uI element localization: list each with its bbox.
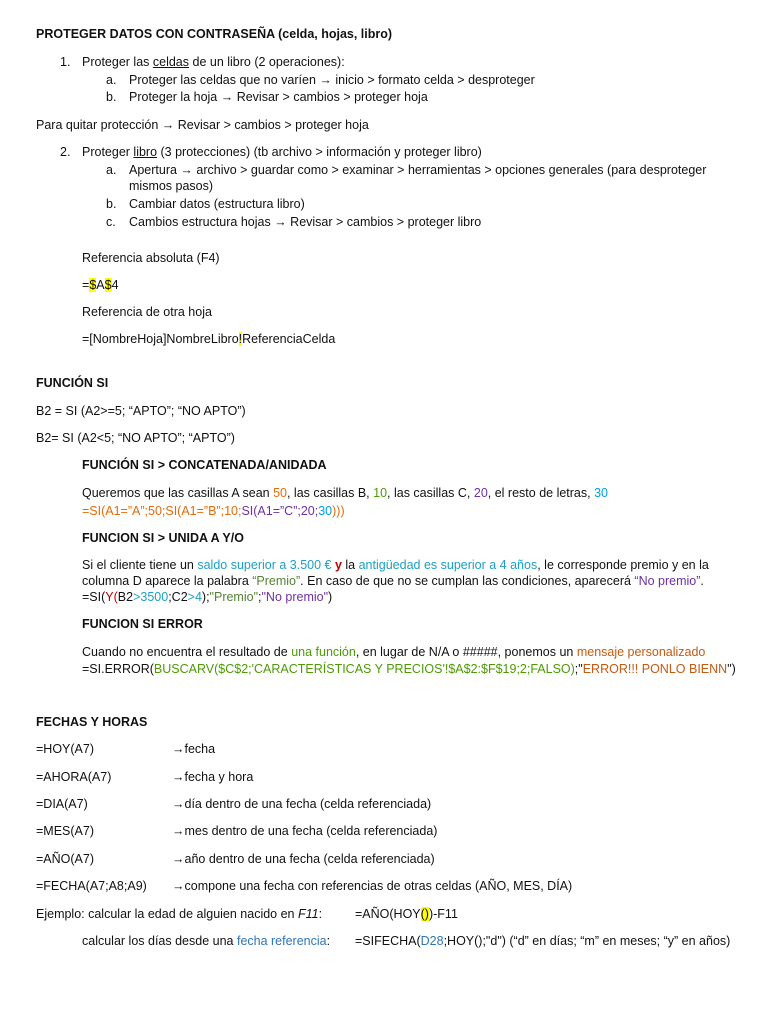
colored-text: 30: [594, 486, 608, 500]
text-span: , las casillas C,: [387, 486, 474, 500]
formula-y-o: [82, 589, 332, 605]
formula-concatenada: [82, 503, 345, 519]
paragraph-y-o-line2: [82, 573, 704, 589]
underlined-text: libro: [133, 145, 158, 159]
text-span: , las casillas B,: [286, 486, 374, 500]
list-letter: a.: [106, 73, 117, 87]
text-span: =SI(: [82, 590, 106, 604]
colored-text: "Premio": [209, 590, 259, 604]
colored-text: mensaje personalizado: [576, 645, 706, 659]
text-span: Proteger: [82, 145, 134, 159]
highlighted-text: $: [104, 278, 112, 292]
date-function-desc: →día dentro de una fecha (celda referenciada): [172, 797, 432, 811]
list-letter: b.: [106, 90, 117, 104]
date-function-desc: →fecha y hora: [172, 770, 254, 784]
formula-si-error: [82, 661, 736, 677]
colored-text: BUSCARV($C$2;'CARACTERÍSTICAS Y PRECIOS'!$A$2:$F$19;2;FALSO): [153, 662, 575, 676]
list-subitem: Cambiar datos (estructura libro): [129, 197, 305, 211]
text-span: , el resto de letras,: [487, 486, 595, 500]
date-function-desc: →compone una fecha con referencias de otras celdas (AÑO, MES, DÍA): [172, 879, 573, 893]
colored-text: y: [331, 558, 342, 572]
text-span: =: [82, 278, 90, 292]
formula-edad: [355, 906, 458, 922]
text-span: ;: [258, 590, 262, 604]
text-span: la: [341, 558, 359, 572]
text-span: ;C2: [168, 590, 188, 604]
date-function-name: =FECHA(A7;A8;A9): [36, 879, 147, 893]
text-span: 4: [111, 278, 119, 292]
list-number: 1.: [60, 55, 71, 69]
formula-referencia-absoluta: [82, 277, 119, 293]
text-span: :: [326, 934, 331, 948]
colored-text: SI(A1=”C”;20;: [241, 504, 319, 518]
text-span: columna D aparece la palabra: [82, 574, 253, 588]
list-subitem: Proteger las celdas que no varíen → inicio > formato celda > desproteger: [129, 73, 535, 87]
colored-text: “No premio”: [634, 574, 701, 588]
text-span: "): [727, 662, 736, 676]
section-title-proteger: PROTEGER DATOS CON CONTRASEÑA (celda, hojas, libro): [36, 27, 393, 41]
text-span: ReferenciaCelda: [242, 332, 336, 346]
text-span: A: [96, 278, 105, 292]
formula-referencia-otra-hoja: [82, 331, 335, 347]
list-number: 2.: [60, 145, 71, 159]
paragraph-y-o-line1: [82, 557, 709, 573]
colored-text: =SI(A1=”A”;50;SI(A1=”B”;10;: [82, 504, 242, 518]
text-span: :: [318, 907, 323, 921]
list-item-proteger-libro: [82, 144, 482, 160]
text-span: Cuando no encuentra el resultado de: [82, 645, 292, 659]
text-span: de un libro (2 operaciones):: [189, 55, 345, 69]
example-si-2: B2= SI (A2<5; “NO APTO”; “APTO”): [36, 431, 235, 445]
text-span: Proteger las: [82, 55, 153, 69]
colored-text: “Premio”: [252, 574, 301, 588]
colored-text: 50: [273, 486, 287, 500]
colored-text: saldo superior a 3.500 €: [197, 558, 332, 572]
subsection-title-concatenada: FUNCIÓN SI > CONCATENADA/ANIDADA: [82, 458, 327, 472]
text-span: =AÑO(HOY: [355, 907, 421, 921]
text-span: =SI.ERROR(: [82, 662, 154, 676]
text-span: ): [328, 590, 333, 604]
text-span: .: [700, 574, 704, 588]
colored-text: 30: [318, 504, 333, 518]
text-span: Si el cliente tiene un: [82, 558, 198, 572]
date-function-name: =AÑO(A7): [36, 852, 95, 866]
list-letter: b.: [106, 197, 117, 211]
date-function-desc: →fecha: [172, 742, 216, 756]
paragraph-quitar-proteccion: Para quitar protección → Revisar > cambios > proteger hoja: [36, 118, 369, 132]
text-span: );: [201, 590, 210, 604]
date-function-name: =DIA(A7): [36, 797, 88, 811]
colored-text: "No premio": [261, 590, 329, 604]
section-title-funcion-si: FUNCIÓN SI: [36, 376, 109, 390]
list-letter: a.: [106, 163, 117, 177]
italic-text: F11: [297, 907, 319, 921]
text-span: )-F11: [428, 907, 458, 921]
date-function-name: =HOY(A7): [36, 742, 95, 756]
highlighted-text: !: [238, 332, 243, 346]
text-span: Ejemplo: calcular la edad de alguien nacido en: [36, 907, 298, 921]
date-function-desc: →mes dentro de una fecha (celda referenciada): [172, 824, 438, 838]
paragraph-concatenada: [82, 485, 608, 501]
text-span: (3 protecciones) (tb archivo > información y proteger libro): [157, 145, 482, 159]
example-dias: [82, 933, 330, 949]
list-item-proteger-celdas: [82, 54, 345, 70]
text-span: , le corresponde premio y en la: [537, 558, 709, 572]
example-edad: [36, 906, 322, 922]
paragraph-si-error: [82, 644, 705, 660]
colored-text: antigüedad es superior a 4 años: [358, 558, 538, 572]
example-si-1: B2 = SI (A2>=5; “APTO”; “NO APTO”): [36, 404, 246, 418]
subsection-title-si-error: FUNCION SI ERROR: [82, 617, 203, 631]
text-span: =SIFECHA(: [355, 934, 421, 948]
underlined-text: celdas: [152, 55, 190, 69]
text-span: calcular los días desde una: [82, 934, 237, 948]
label-referencia-absoluta: Referencia absoluta (F4): [82, 251, 220, 265]
text-span: . En caso de que no se cumplan las condiciones, aparecerá: [300, 574, 635, 588]
list-subitem: Proteger la hoja → Revisar > cambios > proteger hoja: [129, 90, 428, 104]
list-subitem: Cambios estructura hojas → Revisar > cambios > proteger libro: [129, 215, 482, 229]
text-span: Queremos que las casillas A sean: [82, 486, 274, 500]
colored-text: D28: [420, 934, 444, 948]
text-span: , en lugar de N/A o #####, ponemos un: [355, 645, 577, 659]
colored-text: 20: [473, 486, 488, 500]
date-function-name: =MES(A7): [36, 824, 95, 838]
highlighted-text: (): [420, 907, 429, 921]
section-title-fechas-horas: FECHAS Y HORAS: [36, 715, 148, 729]
label-referencia-otra-hoja: Referencia de otra hoja: [82, 305, 212, 319]
text-span: B2: [117, 590, 134, 604]
colored-text: 10: [373, 486, 388, 500]
colored-text: Y(: [105, 590, 118, 604]
list-letter: c.: [106, 215, 116, 229]
highlighted-text: $: [89, 278, 97, 292]
subsection-title-y-o: FUNCION SI > UNIDA A Y/O: [82, 531, 244, 545]
date-function-desc: →año dentro de una fecha (celda referenciada): [172, 852, 435, 866]
text-span: ;HOY();"d") (“d” en días; “m” en meses; “y” en años): [443, 934, 731, 948]
formula-dias: [355, 933, 730, 949]
colored-text: ))): [332, 504, 345, 518]
colored-text: >4: [187, 590, 202, 604]
colored-text: >3500: [133, 590, 169, 604]
text-span: ;": [574, 662, 583, 676]
colored-text: ERROR!!! PONLO BIENN: [582, 662, 728, 676]
date-function-name: =AHORA(A7): [36, 770, 112, 784]
list-subitem: Apertura → archivo > guardar como > examinar > herramientas > opciones generales (para desproteger mismos pasos): [129, 163, 707, 193]
text-span: =[NombreHoja]NombreLibro: [82, 332, 239, 346]
colored-text: fecha referencia: [236, 934, 327, 948]
colored-text: una función: [291, 645, 356, 659]
